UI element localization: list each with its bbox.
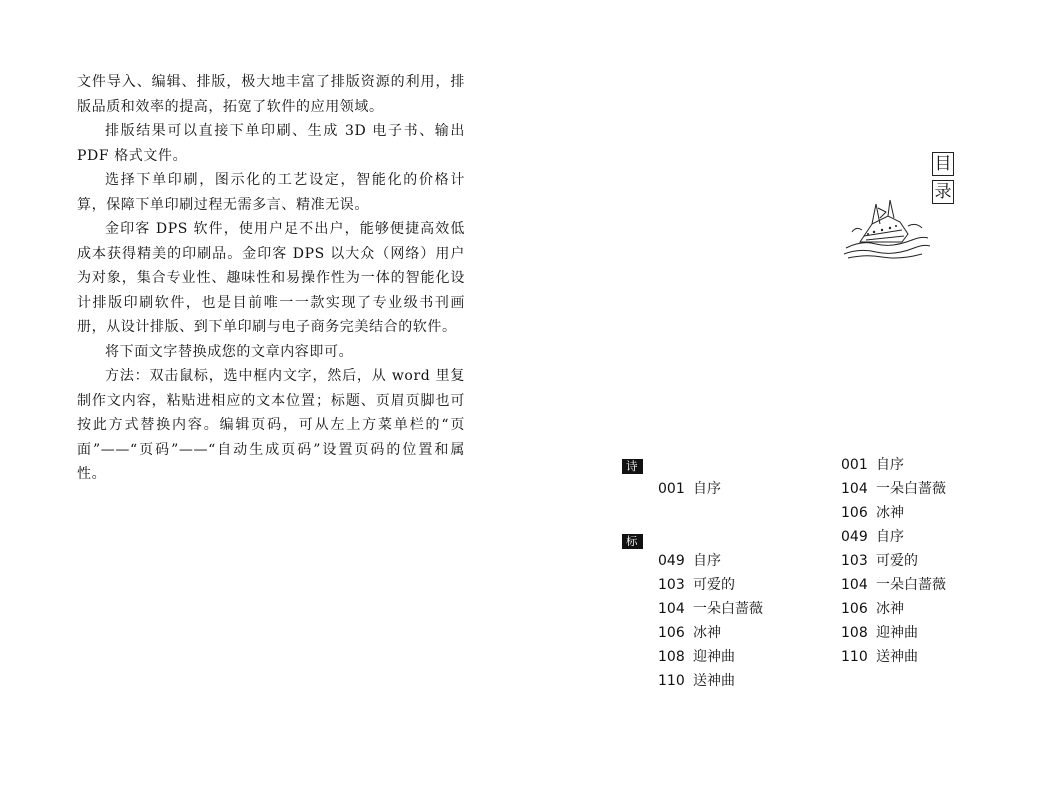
entry-title: 一朵白蔷薇 — [693, 601, 763, 617]
toc-entry[interactable] — [841, 525, 904, 549]
toc-entry[interactable] — [658, 645, 735, 669]
entry-title: 可爱的 — [876, 553, 918, 569]
entry-title: 冰神 — [693, 625, 721, 641]
page-number: 001 — [841, 457, 868, 473]
toc-entry[interactable] — [658, 573, 735, 597]
page-number: 103 — [658, 577, 685, 593]
entry-title: 自序 — [876, 529, 904, 545]
page-number: 106 — [841, 601, 868, 617]
entry-title: 冰神 — [876, 505, 904, 521]
page-number: 104 — [841, 577, 868, 593]
entry-title: 可爱的 — [693, 577, 735, 593]
page-number: 049 — [841, 529, 868, 545]
paragraph-4: 金印客 DPS 软件，使用户足不出户，能够便捷高效低成本获得精美的印刷品。金印客 DPS 以大众（网络）用户为对象，集合专业性、趣味性和易操作性为一体的智能化设计排版印刷软件，也是目前唯一一款实现了专业级书刊画册，从设计排版、到下单印刷与电子商务完美结合的软件。 — [77, 221, 465, 335]
paragraph-2: 排版结果可以直接下单印刷、生成 3D 电子书、输出 PDF 格式文件。 — [77, 123, 465, 164]
toc-entry[interactable] — [841, 501, 904, 525]
page-number: 110 — [658, 673, 685, 689]
paragraph-6: 方法：双击鼠标，选中框内文字，然后，从 word 里复制作文内容，粘贴进相应的文本位置；标题、页眉页脚也可按此方式替换内容。编辑页码，可从左上方菜单栏的“页面”——“页码”——“自动生成页码”设置页码的位置和属性。 — [77, 368, 465, 482]
body-text-column — [77, 70, 465, 487]
page-number: 001 — [658, 481, 685, 497]
entry-title: 自序 — [693, 481, 721, 497]
toc-entry[interactable] — [658, 477, 721, 501]
contents-heading — [932, 152, 956, 208]
page-number: 104 — [658, 601, 685, 617]
entry-title: 冰神 — [876, 601, 904, 617]
toc-entry[interactable] — [841, 621, 918, 645]
paragraph-5: 将下面文字替换成您的文章内容即可。 — [105, 343, 354, 360]
entry-title: 迎神曲 — [693, 649, 735, 665]
toc-entry[interactable] — [841, 597, 904, 621]
toc-entry[interactable] — [841, 453, 904, 477]
paragraph-3: 选择下单印刷，图示化的工艺设定，智能化的价格计算，保障下单印刷过程无需多言、精准无误。 — [77, 172, 465, 213]
section-label-titles: 标题 — [622, 534, 643, 549]
page-number: 106 — [658, 625, 685, 641]
entry-title: 自序 — [876, 457, 904, 473]
page-number: 108 — [841, 625, 868, 641]
entry-title: 送神曲 — [693, 673, 735, 689]
page-number: 106 — [841, 505, 868, 521]
toc-entry[interactable] — [841, 573, 946, 597]
toc-entry[interactable] — [658, 621, 721, 645]
toc-entry[interactable] — [841, 477, 946, 501]
page-number: 110 — [841, 649, 868, 665]
toc-entry[interactable] — [658, 669, 735, 693]
heading-char-lu: 录 — [932, 180, 954, 204]
page-number: 049 — [658, 553, 685, 569]
page-number: 104 — [841, 481, 868, 497]
toc-entry[interactable] — [841, 645, 918, 669]
page-number: 108 — [658, 649, 685, 665]
entry-title: 自序 — [693, 553, 721, 569]
entry-title: 送神曲 — [876, 649, 918, 665]
page-number: 103 — [841, 553, 868, 569]
paragraph-1: 文件导入、编辑、排版，极大地丰富了排版资源的利用，排版品质和效率的提高，拓宽了软件的应用领域。 — [77, 74, 465, 115]
toc-entry[interactable] — [658, 549, 721, 573]
toc-entry[interactable] — [658, 597, 763, 621]
heading-char-mu: 目 — [932, 152, 954, 176]
ship-illustration — [842, 196, 930, 262]
section-label-poems: 诗集 — [622, 459, 643, 474]
entry-title: 迎神曲 — [876, 625, 918, 641]
entry-title: 一朵白蔷薇 — [876, 481, 946, 497]
entry-title: 一朵白蔷薇 — [876, 577, 946, 593]
toc-entry[interactable] — [841, 549, 918, 573]
